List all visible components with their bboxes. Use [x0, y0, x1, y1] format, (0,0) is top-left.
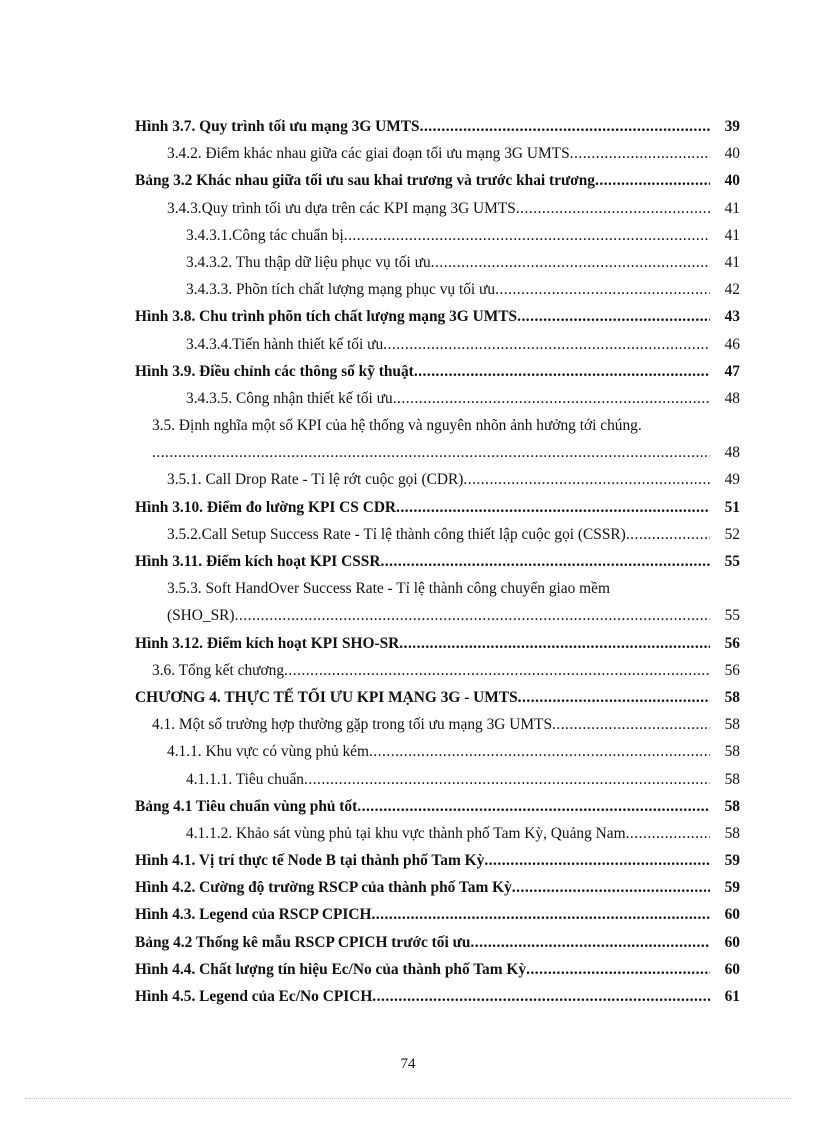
toc-dot-leader	[371, 901, 710, 928]
toc-entry[interactable]	[135, 575, 740, 602]
toc-dot-leader	[516, 195, 710, 222]
toc-dot-leader	[396, 494, 710, 521]
toc-dot-leader	[399, 630, 710, 657]
page-number: 74	[400, 1056, 416, 1072]
toc-dot-leader	[518, 684, 710, 711]
toc-entry-title: 3.4.3.2. Thu thập dữ liệu phục vụ tối ưu	[186, 253, 431, 271]
toc-page-number: 40	[712, 167, 740, 194]
toc-dot-leader	[431, 249, 710, 276]
toc-entry-title: Hình 4.2. Cường độ trường RSCP của thành phố Tam Kỳ	[135, 879, 512, 897]
toc-page-number: 56	[712, 630, 740, 657]
toc-page-number: 56	[712, 657, 740, 684]
toc-entry[interactable]	[135, 358, 740, 385]
table-of-contents	[135, 113, 740, 1010]
toc-entry-title: Bảng 4.1 Tiêu chuẩn vùng phủ tốt	[135, 797, 358, 815]
toc-entry[interactable]	[135, 494, 740, 521]
toc-entry[interactable]	[135, 630, 740, 657]
toc-entry[interactable]	[135, 466, 740, 493]
toc-dot-leader	[526, 956, 710, 983]
toc-entry[interactable]	[135, 874, 740, 901]
toc-entry-title: Bảng 3.2 Khác nhau giữa tối ưu sau khai trương và trước khai trương	[135, 172, 595, 190]
toc-page-number: 60	[712, 929, 740, 956]
toc-entry[interactable]	[135, 276, 740, 303]
toc-dot-leader	[369, 738, 710, 765]
toc-entry[interactable]	[135, 331, 740, 358]
toc-entry[interactable]	[135, 412, 740, 439]
toc-entry[interactable]	[135, 222, 740, 249]
toc-page-number: 58	[712, 793, 740, 820]
toc-entry-title: Hình 3.9. Điều chỉnh các thông số kỹ thuật	[135, 362, 414, 380]
toc-entry[interactable]	[135, 385, 740, 412]
toc-entry-title: 4.1. Một số trường hợp thường gặp trong tối ưu mạng 3G UMTS	[152, 716, 552, 734]
toc-entry-title: 3.4.3.3. Phõn tích chất lượng mạng phục vụ tối ưu	[186, 281, 496, 299]
toc-page-number: 60	[712, 956, 740, 983]
toc-dot-leader	[463, 466, 710, 493]
toc-dot-leader	[372, 983, 710, 1010]
toc-entry[interactable]	[135, 956, 740, 983]
toc-page-number: 40	[712, 140, 740, 167]
toc-entry-title: 3.5.1. Call Drop Rate - Tỉ lệ rớt cuộc gọi (CDR)	[167, 471, 464, 489]
toc-dot-leader	[512, 874, 710, 901]
toc-entry[interactable]	[135, 439, 740, 466]
toc-entry-title: Hình 3.12. Điểm kích hoạt KPI SHO-SR	[135, 634, 400, 652]
toc-page-number: 43	[712, 303, 740, 330]
toc-dot-leader	[393, 385, 710, 412]
toc-entry[interactable]	[135, 738, 740, 765]
toc-entry-title: 3.4.3.Quy trình tối ưu dựa trên các KPI mạng 3G UMTS	[167, 199, 516, 217]
toc-entry-title: (SHO_SR)	[167, 607, 235, 625]
toc-page-number: 58	[712, 684, 740, 711]
toc-page-number: 51	[712, 494, 740, 521]
toc-entry[interactable]	[135, 521, 740, 548]
toc-dot-leader	[552, 711, 710, 738]
toc-entry-title: 3.5.2.Call Setup Success Rate - Tỉ lệ thành công thiết lập cuộc gọi (CSSR)	[167, 525, 626, 543]
toc-entry[interactable]	[135, 303, 740, 330]
toc-entry[interactable]	[135, 195, 740, 222]
toc-dot-leader	[570, 140, 710, 167]
toc-page-number: 48	[712, 385, 740, 412]
toc-page-number: 39	[712, 113, 740, 140]
toc-dot-leader	[284, 657, 710, 684]
toc-dot-leader	[152, 439, 710, 466]
toc-dot-leader	[414, 358, 710, 385]
toc-page-number: 59	[712, 874, 740, 901]
toc-page-number: 55	[712, 548, 740, 575]
toc-page-number: 49	[712, 466, 740, 493]
toc-dot-leader	[420, 113, 710, 140]
toc-entry[interactable]	[135, 167, 740, 194]
toc-entry-title: 4.1.1.2. Khảo sát vùng phủ tại khu vực thành phố Tam Kỳ, Quảng Nam	[186, 824, 626, 842]
page-bottom-divider	[25, 1098, 791, 1099]
toc-entry[interactable]	[135, 602, 740, 629]
toc-page-number: 58	[712, 738, 740, 765]
toc-page-number: 41	[712, 249, 740, 276]
toc-dot-leader	[626, 521, 710, 548]
toc-page-number: 55	[712, 602, 740, 629]
toc-entry-title: Hình 3.11. Điểm kích hoạt KPI CSSR	[135, 553, 381, 570]
toc-entry-title: 4.1.1.1. Tiêu chuẩn	[186, 770, 304, 788]
toc-page-number: 41	[712, 222, 740, 249]
toc-page-number: 58	[712, 766, 740, 793]
toc-page-number: 58	[712, 820, 740, 847]
toc-dot-leader	[626, 820, 710, 847]
toc-dot-leader	[383, 331, 710, 358]
toc-entry[interactable]	[135, 140, 740, 167]
toc-dot-leader	[595, 167, 710, 194]
toc-entry-title: Hình 4.1. Vị trí thực tế Node B tại thành phố Tam Kỳ	[135, 852, 485, 870]
toc-entry-title: 4.1.1. Khu vực có vùng phủ kém	[167, 743, 369, 761]
toc-entry[interactable]	[135, 901, 740, 928]
toc-entry-title: Hình 3.10. Điểm đo lường KPI CS CDR	[135, 498, 397, 516]
toc-page-number: 52	[712, 521, 740, 548]
toc-page-number: 41	[712, 195, 740, 222]
toc-dot-leader	[235, 602, 710, 629]
toc-entry-title: 3.6. Tổng kết chương	[152, 661, 285, 679]
toc-entry-title: 3.4.2. Điểm khác nhau giữa các giai đoạn tối ưu mạng 3G UMTS	[167, 145, 570, 163]
toc-page-number: 59	[712, 847, 740, 874]
toc-dot-leader	[484, 847, 710, 874]
toc-entry-title: 3.4.3.5. Công nhận thiết kế tối ưu	[186, 389, 393, 407]
toc-page-number: 42	[712, 276, 740, 303]
toc-dot-leader	[517, 303, 710, 330]
toc-entry-title: 3.4.3.4.Tiến hành thiết kế tối ưu	[186, 335, 384, 353]
toc-page-number: 48	[712, 439, 740, 466]
toc-entry-title: 3.5.3. Soft HandOver Success Rate - Tỉ lệ thành công chuyển giao mềm	[167, 580, 610, 598]
toc-entry[interactable]	[135, 548, 740, 575]
toc-page-number: 47	[712, 358, 740, 385]
toc-entry[interactable]	[135, 249, 740, 276]
toc-page-number: 58	[712, 711, 740, 738]
toc-entry[interactable]	[135, 983, 740, 1010]
toc-page-number: 61	[712, 983, 740, 1010]
toc-dot-leader	[357, 793, 710, 820]
toc-entry[interactable]	[135, 113, 740, 140]
toc-entry[interactable]	[135, 847, 740, 874]
toc-entry-title: Hình 4.4. Chất lượng tín hiệu Ec/No của thành phố Tam Kỳ	[135, 960, 527, 978]
toc-entry[interactable]	[135, 820, 740, 847]
toc-entry[interactable]	[135, 657, 740, 684]
toc-entry[interactable]	[135, 766, 740, 793]
toc-page-number: 60	[712, 901, 740, 928]
toc-entry[interactable]	[135, 793, 740, 820]
toc-entry-title: Hình 4.3. Legend của RSCP CPICH	[135, 906, 372, 924]
toc-dot-leader	[495, 276, 710, 303]
toc-entry-title: Hình 3.8. Chu trình phõn tích chất lượng mạng 3G UMTS	[135, 308, 518, 326]
toc-page-number: 46	[712, 331, 740, 358]
toc-dot-leader	[380, 548, 710, 575]
toc-entry-title: Bảng 4.2 Thống kê mẫu RSCP CPICH trước tối ưu	[135, 933, 471, 951]
toc-entry-title: CHƯƠNG 4. THỰC TẾ TỐI ƯU KPI MẠNG 3G - UMTS	[135, 688, 518, 706]
toc-entry-title: 3.4.3.1.Công tác chuẩn bị	[186, 226, 344, 244]
toc-entry[interactable]	[135, 929, 740, 956]
toc-entry-title: 3.5. Định nghĩa một số KPI của hệ thống và nguyên nhõn ảnh hưởng tới chúng.	[152, 417, 642, 435]
toc-entry[interactable]	[135, 684, 740, 711]
toc-entry-title: Hình 4.5. Legend của Ec/No CPICH	[135, 988, 373, 1005]
toc-entry[interactable]	[135, 711, 740, 738]
toc-dot-leader	[470, 929, 710, 956]
toc-entry-title: Hình 3.7. Quy trình tối ưu mạng 3G UMTS	[135, 118, 420, 135]
toc-dot-leader	[304, 766, 710, 793]
toc-dot-leader	[344, 222, 710, 249]
